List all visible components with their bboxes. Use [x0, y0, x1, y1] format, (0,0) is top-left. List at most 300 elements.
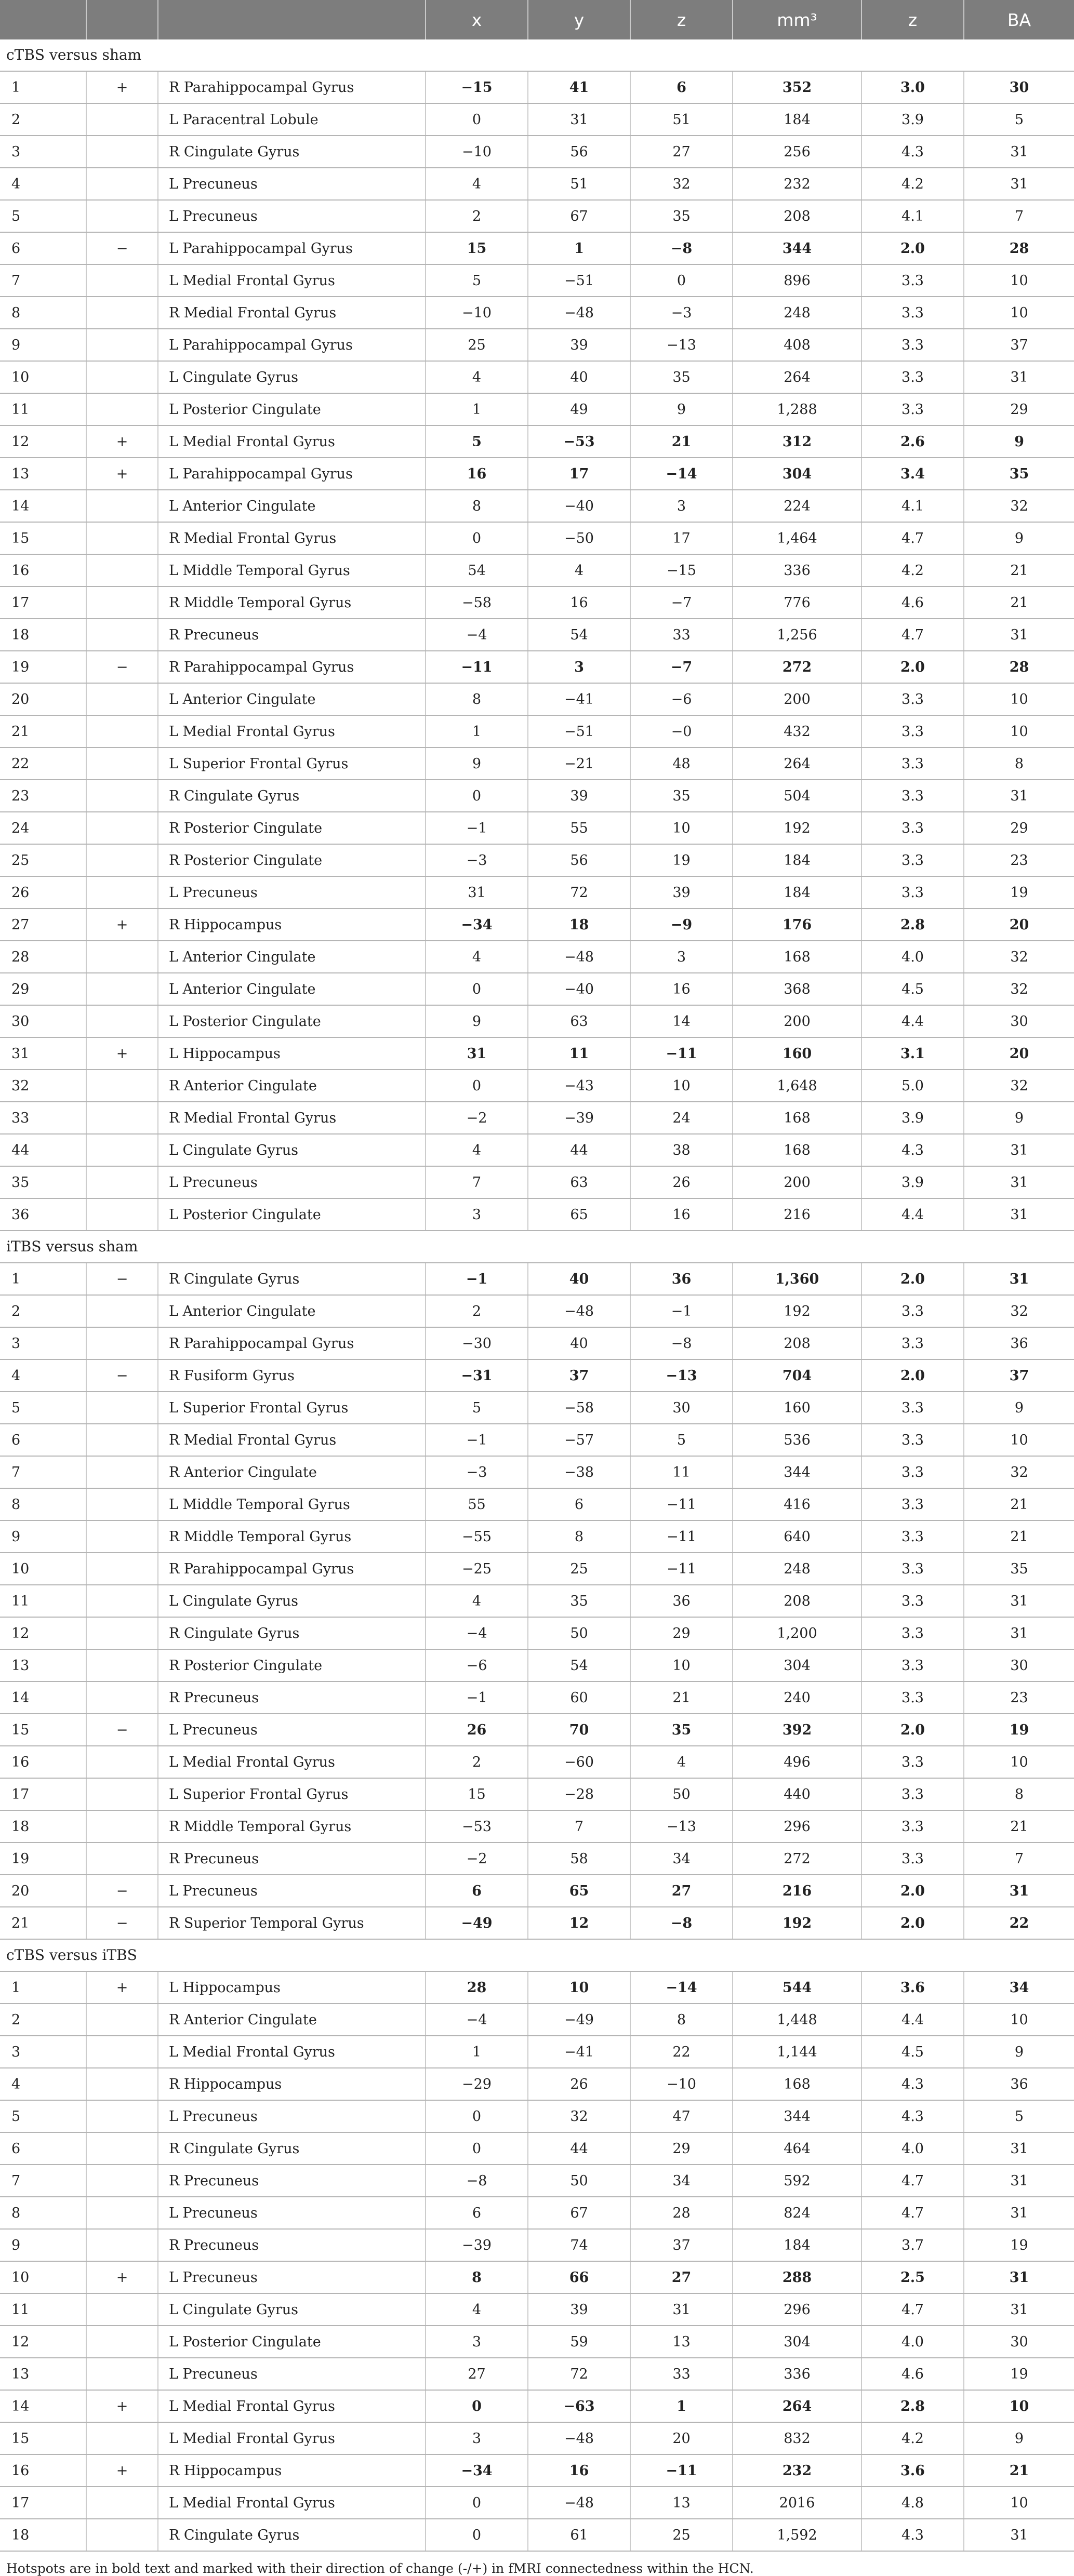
row-ba: 31: [964, 136, 1074, 168]
row-y: −48: [528, 1295, 630, 1327]
row-sign: [86, 1005, 158, 1037]
row-sign: [86, 2100, 158, 2132]
row-sign: [86, 297, 158, 329]
row-x: −58: [426, 586, 528, 619]
row-z-score: 3.4: [861, 458, 964, 490]
row-y: −51: [528, 264, 630, 297]
row-sign: −: [86, 232, 158, 264]
row-z: 36: [630, 1263, 733, 1295]
row-ba: 32: [964, 1456, 1074, 1488]
row-z: 1: [630, 2390, 733, 2422]
row-x: 0: [426, 2519, 528, 2551]
row-region: L Precuneus: [158, 2100, 426, 2132]
row-x: 7: [426, 1166, 528, 1198]
row-index: 21: [0, 1907, 86, 1939]
table-row: [0, 1102, 1074, 1134]
row-volume: 304: [733, 1649, 861, 1681]
row-region: L Medial Frontal Gyrus: [158, 425, 426, 458]
row-volume: 312: [733, 425, 861, 458]
row-z: 0: [630, 264, 733, 297]
header-y: y: [528, 0, 630, 39]
row-volume: 248: [733, 1553, 861, 1585]
row-x: 26: [426, 1714, 528, 1746]
row-x: 3: [426, 1198, 528, 1231]
row-index: 12: [0, 2326, 86, 2358]
row-x: 5: [426, 425, 528, 458]
row-index: 27: [0, 909, 86, 941]
row-region: R Parahippocampal Gyrus: [158, 1553, 426, 1585]
row-index: 4: [0, 2068, 86, 2100]
row-y: −48: [528, 2487, 630, 2519]
row-region: R Anterior Cingulate: [158, 1456, 426, 1488]
row-index: 14: [0, 2390, 86, 2422]
row-x: 0: [426, 2100, 528, 2132]
row-ba: 31: [964, 1875, 1074, 1907]
row-z: 34: [630, 2165, 733, 2197]
row-region: R Medial Frontal Gyrus: [158, 297, 426, 329]
row-z: 5: [630, 1424, 733, 1456]
row-index: 13: [0, 2358, 86, 2390]
row-z-score: 4.6: [861, 586, 964, 619]
row-region: L Posterior Cingulate: [158, 1005, 426, 1037]
row-sign: [86, 1778, 158, 1810]
row-region: L Precuneus: [158, 2261, 426, 2293]
row-z: 13: [630, 2487, 733, 2519]
row-index: 18: [0, 619, 86, 651]
row-index: 15: [0, 2422, 86, 2454]
row-sign: [86, 554, 158, 586]
row-ba: 22: [964, 1907, 1074, 1939]
row-x: −29: [426, 2068, 528, 2100]
row-z: −10: [630, 2068, 733, 2100]
table-row: [0, 425, 1074, 458]
row-region: R Anterior Cingulate: [158, 2004, 426, 2036]
row-z-score: 3.6: [861, 2454, 964, 2487]
table-row: [0, 1553, 1074, 1585]
row-index: 13: [0, 1649, 86, 1681]
row-index: 17: [0, 1778, 86, 1810]
row-index: 24: [0, 812, 86, 844]
row-volume: 336: [733, 554, 861, 586]
row-sign: [86, 1553, 158, 1585]
row-x: −31: [426, 1359, 528, 1392]
row-z: 3: [630, 941, 733, 973]
row-z: 14: [630, 1005, 733, 1037]
row-sign: [86, 844, 158, 876]
row-index: 29: [0, 973, 86, 1005]
row-index: 6: [0, 232, 86, 264]
row-y: 61: [528, 2519, 630, 2551]
row-region: L Posterior Cingulate: [158, 393, 426, 425]
header-region: [158, 0, 426, 39]
row-z-score: 4.3: [861, 2068, 964, 2100]
row-index: 14: [0, 490, 86, 522]
row-y: 56: [528, 136, 630, 168]
row-ba: 19: [964, 2358, 1074, 2390]
row-index: 10: [0, 1553, 86, 1585]
row-sign: [86, 1681, 158, 1714]
row-y: 18: [528, 909, 630, 941]
row-z: −3: [630, 297, 733, 329]
row-z-score: 2.6: [861, 425, 964, 458]
row-sign: [86, 619, 158, 651]
row-region: R Cingulate Gyrus: [158, 136, 426, 168]
row-ba: 10: [964, 2004, 1074, 2036]
row-index: 7: [0, 264, 86, 297]
row-z: 47: [630, 2100, 733, 2132]
table-body: [0, 39, 1074, 2551]
row-volume: 352: [733, 71, 861, 103]
row-z-score: 4.4: [861, 2004, 964, 2036]
table-row: [0, 2454, 1074, 2487]
row-volume: 704: [733, 1359, 861, 1392]
row-region: L Parahippocampal Gyrus: [158, 329, 426, 361]
table-row: [0, 2326, 1074, 2358]
row-y: −38: [528, 1456, 630, 1488]
row-z: 39: [630, 876, 733, 909]
row-volume: 1,448: [733, 2004, 861, 2036]
row-z: −13: [630, 1359, 733, 1392]
row-volume: 336: [733, 2358, 861, 2390]
row-x: 1: [426, 715, 528, 748]
row-index: 9: [0, 329, 86, 361]
row-region: L Anterior Cingulate: [158, 973, 426, 1005]
row-ba: 28: [964, 232, 1074, 264]
row-y: 8: [528, 1520, 630, 1553]
row-region: L Parahippocampal Gyrus: [158, 458, 426, 490]
row-sign: [86, 1102, 158, 1134]
row-z: 29: [630, 2132, 733, 2165]
table-row: [0, 683, 1074, 715]
row-index: 22: [0, 748, 86, 780]
row-x: 8: [426, 490, 528, 522]
section-title: cTBS versus iTBS: [0, 1939, 1074, 1971]
row-ba: 9: [964, 2036, 1074, 2068]
header-index: [0, 0, 86, 39]
row-z-score: 2.0: [861, 1263, 964, 1295]
header-row: [0, 0, 1074, 39]
row-z: −7: [630, 586, 733, 619]
row-y: 25: [528, 1553, 630, 1585]
row-x: −3: [426, 844, 528, 876]
row-z: 33: [630, 619, 733, 651]
row-y: 16: [528, 2454, 630, 2487]
table-row: [0, 2132, 1074, 2165]
row-volume: 208: [733, 200, 861, 232]
row-volume: 168: [733, 2068, 861, 2100]
row-index: 20: [0, 1875, 86, 1907]
row-y: −53: [528, 425, 630, 458]
row-volume: 168: [733, 1134, 861, 1166]
row-sign: +: [86, 71, 158, 103]
row-ba: 9: [964, 1392, 1074, 1424]
row-y: 32: [528, 2100, 630, 2132]
row-z-score: 2.5: [861, 2261, 964, 2293]
row-sign: [86, 1198, 158, 1231]
row-z: −14: [630, 1971, 733, 2004]
row-sign: −: [86, 1907, 158, 1939]
row-z-score: 4.1: [861, 490, 964, 522]
row-sign: [86, 1649, 158, 1681]
row-index: 32: [0, 1070, 86, 1102]
table-row: [0, 1617, 1074, 1649]
row-ba: 9: [964, 522, 1074, 554]
row-y: −40: [528, 973, 630, 1005]
row-x: −1: [426, 812, 528, 844]
row-index: 31: [0, 1037, 86, 1070]
row-ba: 21: [964, 554, 1074, 586]
row-index: 19: [0, 651, 86, 683]
row-y: 1: [528, 232, 630, 264]
row-volume: 304: [733, 2326, 861, 2358]
row-z-score: 2.8: [861, 2390, 964, 2422]
row-y: 3: [528, 651, 630, 683]
row-index: 11: [0, 1585, 86, 1617]
row-sign: [86, 748, 158, 780]
row-x: −6: [426, 1649, 528, 1681]
row-volume: 168: [733, 1102, 861, 1134]
row-z-score: 2.0: [861, 1875, 964, 1907]
row-index: 8: [0, 297, 86, 329]
row-x: 6: [426, 2197, 528, 2229]
row-volume: 184: [733, 2229, 861, 2261]
row-z-score: 3.3: [861, 1585, 964, 1617]
row-sign: +: [86, 425, 158, 458]
row-y: 72: [528, 876, 630, 909]
row-index: 14: [0, 1681, 86, 1714]
table-row: [0, 2261, 1074, 2293]
row-ba: 31: [964, 780, 1074, 812]
row-volume: 2016: [733, 2487, 861, 2519]
table-row: [0, 1520, 1074, 1553]
row-x: 4: [426, 941, 528, 973]
row-y: −48: [528, 2422, 630, 2454]
row-z-score: 3.9: [861, 1102, 964, 1134]
row-y: 72: [528, 2358, 630, 2390]
row-sign: +: [86, 458, 158, 490]
row-region: R Precuneus: [158, 2229, 426, 2261]
row-sign: [86, 361, 158, 393]
row-ba: 37: [964, 1359, 1074, 1392]
row-x: −3: [426, 1456, 528, 1488]
row-z: −15: [630, 554, 733, 586]
row-volume: 544: [733, 1971, 861, 2004]
header-z-score: z: [861, 0, 964, 39]
row-volume: 368: [733, 973, 861, 1005]
row-y: 40: [528, 361, 630, 393]
row-z: 48: [630, 748, 733, 780]
row-x: −2: [426, 1102, 528, 1134]
row-sign: [86, 780, 158, 812]
table-row: [0, 297, 1074, 329]
row-y: 39: [528, 780, 630, 812]
row-z: 6: [630, 71, 733, 103]
row-x: 5: [426, 1392, 528, 1424]
row-sign: [86, 1843, 158, 1875]
row-sign: [86, 1520, 158, 1553]
row-x: 15: [426, 232, 528, 264]
row-z-score: 4.7: [861, 2293, 964, 2326]
row-sign: +: [86, 909, 158, 941]
row-ba: 32: [964, 973, 1074, 1005]
row-index: 19: [0, 1843, 86, 1875]
row-x: 15: [426, 1778, 528, 1810]
header-sign: [86, 0, 158, 39]
row-z: −7: [630, 651, 733, 683]
row-z-score: 3.1: [861, 1037, 964, 1070]
row-ba: 10: [964, 2390, 1074, 2422]
row-y: 60: [528, 1681, 630, 1714]
row-region: L Medial Frontal Gyrus: [158, 264, 426, 297]
row-ba: 31: [964, 2132, 1074, 2165]
row-sign: [86, 2229, 158, 2261]
table-row: [0, 1681, 1074, 1714]
row-y: 65: [528, 1875, 630, 1907]
row-y: 70: [528, 1714, 630, 1746]
row-region: L Posterior Cingulate: [158, 2326, 426, 2358]
row-volume: 208: [733, 1585, 861, 1617]
row-index: 12: [0, 1617, 86, 1649]
header-x: x: [426, 0, 528, 39]
row-x: 3: [426, 2326, 528, 2358]
row-sign: [86, 941, 158, 973]
row-volume: 344: [733, 2100, 861, 2132]
row-z: 25: [630, 2519, 733, 2551]
row-y: −48: [528, 297, 630, 329]
table-row: [0, 2004, 1074, 2036]
table-row: [0, 1263, 1074, 1295]
row-z: 35: [630, 780, 733, 812]
row-index: 5: [0, 2100, 86, 2132]
row-region: L Anterior Cingulate: [158, 1295, 426, 1327]
row-x: −4: [426, 2004, 528, 2036]
table-row: [0, 1424, 1074, 1456]
row-ba: 36: [964, 2068, 1074, 2100]
row-z: 34: [630, 1843, 733, 1875]
row-index: 13: [0, 458, 86, 490]
row-y: 44: [528, 2132, 630, 2165]
row-index: 9: [0, 2229, 86, 2261]
table-row: [0, 1005, 1074, 1037]
row-y: −41: [528, 683, 630, 715]
row-ba: 30: [964, 1649, 1074, 1681]
section-title: iTBS versus sham: [0, 1231, 1074, 1263]
table-row: [0, 1359, 1074, 1392]
row-z: 35: [630, 1714, 733, 1746]
row-z: −13: [630, 329, 733, 361]
row-region: L Posterior Cingulate: [158, 1198, 426, 1231]
row-index: 9: [0, 1520, 86, 1553]
row-volume: 200: [733, 1166, 861, 1198]
row-volume: 224: [733, 490, 861, 522]
row-region: R Precuneus: [158, 1843, 426, 1875]
row-ba: 10: [964, 1746, 1074, 1778]
row-z: −8: [630, 1327, 733, 1359]
row-z-score: 4.1: [861, 200, 964, 232]
table-row: [0, 941, 1074, 973]
row-z-score: 4.0: [861, 941, 964, 973]
row-ba: 31: [964, 361, 1074, 393]
row-ba: 28: [964, 651, 1074, 683]
row-x: 4: [426, 1134, 528, 1166]
table-row: [0, 748, 1074, 780]
row-y: 17: [528, 458, 630, 490]
row-x: 0: [426, 2132, 528, 2165]
row-sign: [86, 1585, 158, 1617]
row-sign: [86, 2293, 158, 2326]
row-volume: 256: [733, 136, 861, 168]
row-y: 50: [528, 2165, 630, 2197]
row-z: −11: [630, 1488, 733, 1520]
row-x: 1: [426, 393, 528, 425]
row-sign: [86, 683, 158, 715]
row-z-score: 3.9: [861, 1166, 964, 1198]
row-sign: [86, 1456, 158, 1488]
row-region: R Posterior Cingulate: [158, 1649, 426, 1681]
row-volume: 248: [733, 297, 861, 329]
row-z: −13: [630, 1810, 733, 1843]
table-row: [0, 2487, 1074, 2519]
row-x: −8: [426, 2165, 528, 2197]
row-volume: 176: [733, 909, 861, 941]
row-x: −39: [426, 2229, 528, 2261]
row-z-score: 3.3: [861, 1649, 964, 1681]
row-index: 1: [0, 71, 86, 103]
row-volume: 408: [733, 329, 861, 361]
row-volume: 232: [733, 168, 861, 200]
row-sign: [86, 2487, 158, 2519]
row-ba: 21: [964, 1488, 1074, 1520]
table-footnote: Hotspots are in bold text and marked with their direction of change (-/+) in fMRI connectedness within the HCN.: [6, 2561, 754, 2576]
row-region: R Medial Frontal Gyrus: [158, 522, 426, 554]
row-z-score: 3.3: [861, 264, 964, 297]
row-volume: 776: [733, 586, 861, 619]
table-row: [0, 1810, 1074, 1843]
row-ba: 5: [964, 103, 1074, 136]
row-volume: 192: [733, 1907, 861, 1939]
row-volume: 216: [733, 1198, 861, 1231]
row-region: L Superior Frontal Gyrus: [158, 1778, 426, 1810]
row-z: 8: [630, 2004, 733, 2036]
row-y: −48: [528, 941, 630, 973]
row-x: 4: [426, 168, 528, 200]
row-ba: 32: [964, 941, 1074, 973]
row-z: 28: [630, 2197, 733, 2229]
row-sign: [86, 2004, 158, 2036]
header-volume: mm³: [733, 0, 861, 39]
row-ba: 31: [964, 619, 1074, 651]
table-row: [0, 1488, 1074, 1520]
row-sign: [86, 393, 158, 425]
row-index: 16: [0, 554, 86, 586]
row-index: 17: [0, 2487, 86, 2519]
row-ba: 20: [964, 909, 1074, 941]
row-z-score: 4.7: [861, 522, 964, 554]
table-row: [0, 71, 1074, 103]
row-index: 21: [0, 715, 86, 748]
row-x: −25: [426, 1553, 528, 1585]
row-volume: 272: [733, 1843, 861, 1875]
row-y: 56: [528, 844, 630, 876]
row-ba: 8: [964, 748, 1074, 780]
row-index: 11: [0, 2293, 86, 2326]
row-z: −6: [630, 683, 733, 715]
row-ba: 9: [964, 425, 1074, 458]
row-region: L Hippocampus: [158, 1971, 426, 2004]
row-z-score: 3.3: [861, 876, 964, 909]
row-z-score: 4.2: [861, 2422, 964, 2454]
row-z: 35: [630, 200, 733, 232]
